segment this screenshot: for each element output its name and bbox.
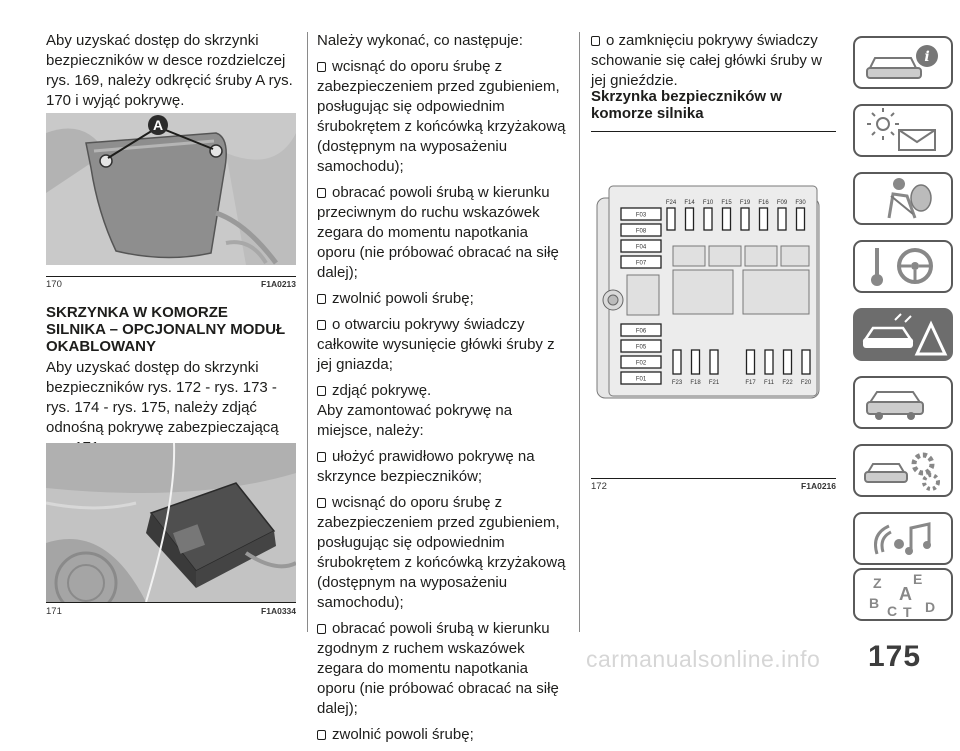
fuse-label-side: F03 — [635, 212, 647, 219]
key-steering-wheel-icon — [855, 242, 951, 291]
tab-technical-data[interactable] — [853, 444, 953, 497]
tab-safety[interactable] — [853, 172, 953, 225]
tab-emergency[interactable] — [853, 308, 953, 361]
fuse-box-drawing — [593, 170, 833, 406]
tab-dashboard-info[interactable] — [853, 36, 953, 89]
column-2 — [317, 31, 567, 751]
fuse-label-top: F24 — [665, 200, 677, 206]
col2-intro: Należy wykonać, co następuje: — [317, 32, 523, 49]
bullet-item: wcisnąć do oporu śrubę z zabezpieczeniem przed zgubieniem, posługując się odpowiednim śrubokrętem z końcówką krzyżakową (dostępnym na wyposażeniu samochodu); — [317, 58, 566, 175]
column-divider-1 — [307, 32, 308, 632]
figure-170 — [46, 113, 296, 265]
bullet-item: obracać powoli śrubą w kierunku przeciwnym do ruchu wskazówek zegara do momentu napotkania oporu (nie próbować obracać na siłę dalej); — [317, 184, 559, 281]
column-divider-2 — [579, 32, 580, 632]
fuse-label-bottom: F21 — [708, 380, 720, 386]
warning-lights-icon — [855, 106, 951, 155]
fuse-label-bottom: F20 — [800, 380, 812, 386]
car-maintenance-icon — [855, 378, 951, 427]
fuse-slot-bottom — [784, 350, 792, 374]
intro-paragraph: Aby uzyskać dostęp do skrzynki bezpieczników w desce rozdzielczej rys. 169, należy odkręcić śruby A rys. 170 i wyjąć pokrywę. — [46, 32, 293, 109]
bullet-item: o zamknięciu pokrywy świadczy schowanie się całej główki śruby w jej gnieździe. — [591, 32, 822, 89]
fuse-label-top: F09 — [776, 200, 788, 206]
figure-170-caption — [46, 279, 296, 291]
tab-maintenance[interactable] — [853, 376, 953, 429]
fuse-label-bottom: F18 — [690, 380, 701, 386]
svg-text:D: D — [925, 599, 936, 615]
figure-171-number: 171 — [46, 606, 62, 617]
figure-171-illustration — [46, 443, 296, 602]
checkbox-bullet-icon — [317, 624, 326, 634]
airbag-seat-icon — [855, 174, 951, 223]
tab-multimedia[interactable] — [853, 512, 953, 565]
fuse-label-side: F08 — [635, 228, 647, 235]
fuse-slot-top — [797, 208, 805, 230]
fuse-label-bottom: F11 — [764, 380, 774, 386]
figure-172-fuse-diagram — [593, 170, 833, 406]
emergency-breakdown-icon — [855, 310, 951, 359]
fuse-label-side: F06 — [635, 328, 647, 335]
figure-171-rule — [46, 602, 296, 603]
figure-172-top-rule — [591, 131, 836, 132]
svg-text:i: i — [924, 49, 930, 65]
fuse-slot-top — [741, 208, 749, 230]
fuse-label-top: F16 — [758, 200, 769, 206]
fuse-label-side: F07 — [635, 260, 647, 267]
svg-text:E: E — [913, 571, 923, 587]
fuse-slot-top — [686, 208, 694, 230]
fuse-slot-bottom — [765, 350, 773, 374]
multimedia-icon — [855, 514, 951, 563]
gears-icon — [855, 446, 951, 495]
fuse-label-top: F15 — [721, 200, 732, 206]
figure-171 — [46, 443, 296, 602]
svg-text:C: C — [887, 603, 898, 619]
watermark: carmanualsonline.info — [586, 646, 821, 672]
fuse-slot-bottom — [710, 350, 718, 374]
figure-172-number: 172 — [591, 481, 607, 492]
checkbox-bullet-icon — [317, 452, 326, 462]
fuse-slot-top — [704, 208, 712, 230]
fuse-label-bottom: F17 — [745, 380, 756, 386]
fuse-slot-bottom — [802, 350, 810, 374]
bullet-item: zdjąć pokrywę. — [317, 381, 567, 401]
checkbox-bullet-icon — [591, 36, 600, 46]
fuse-label-side: F01 — [635, 376, 647, 383]
svg-text:B: B — [869, 595, 880, 611]
tab-lights-messages[interactable] — [853, 104, 953, 157]
paragraph-2: Aby uzyskać dostęp do skrzynki bezpieczników rys. 172 - rys. 173 - rys. 174 - rys. 175, należy zdjąć odnośną pokrywę zabezpieczającą — [46, 359, 279, 436]
svg-text:Z: Z — [873, 575, 882, 591]
page-number: 175 — [868, 640, 922, 673]
col2-mid: Aby zamontować pokrywę na miejsce, należy: — [317, 402, 513, 439]
fuse-label-top: F10 — [702, 200, 714, 206]
fuse-label-side: F05 — [635, 344, 647, 351]
figure-172-caption — [591, 481, 836, 493]
fuse-label-bottom: F23 — [671, 380, 683, 386]
checkbox-bullet-icon — [317, 498, 326, 508]
fuse-label-top: F14 — [684, 200, 695, 206]
figure-172-code: F1A0216 — [801, 481, 836, 491]
bullet-item: zwolnić powoli śrubę; — [317, 289, 567, 309]
fuse-label-bottom: F22 — [782, 380, 793, 386]
tab-index[interactable] — [853, 568, 953, 621]
svg-text:T: T — [903, 604, 912, 619]
checkbox-bullet-icon — [317, 320, 326, 330]
checkbox-bullet-icon — [317, 730, 326, 740]
figure-171-caption — [46, 606, 296, 618]
bullet-item: wcisnąć do oporu śrubę z zabezpieczeniem przed zgubieniem, posługując się odpowiednim śrubokrętem z końcówką krzyżakową (dostępnym na wyposażeniu samochodu); — [317, 494, 566, 611]
fuse-slot-bottom — [673, 350, 681, 374]
car-info-icon — [855, 38, 951, 87]
checkbox-bullet-icon — [317, 188, 326, 198]
figure-172-rule — [591, 478, 836, 479]
bullet-item: obracać powoli śrubą w kierunku zgodnym z ruchem wskazówek zegara do momentu napotkania oporu (nie próbować obracać na siłę dalej); — [317, 620, 559, 717]
figure-170-rule — [46, 276, 296, 277]
bullet-item: o otwarciu pokrywy świadczy całkowite wysunięcie główki śruby z jej gniazda; — [317, 316, 555, 373]
fuse-label-top: F19 — [739, 200, 751, 206]
bullet-item: zwolnić powoli śrubę; — [317, 725, 567, 745]
figure-170-number: 170 — [46, 279, 62, 290]
fuse-slot-top — [667, 208, 675, 230]
section-heading: SKRZYNKA W KOMORZE SILNIKA – OPCJONALNY MODUŁ OKABLOWANY — [46, 304, 286, 355]
tab-starting-driving[interactable] — [853, 240, 953, 293]
checkbox-bullet-icon — [317, 294, 326, 304]
fuse-slot-top — [778, 208, 786, 230]
callout-a-label: A — [152, 117, 164, 133]
checkbox-bullet-icon — [317, 62, 326, 72]
figure-170-code: F1A0213 — [261, 279, 296, 289]
fuse-slot-top — [760, 208, 768, 230]
svg-text:A: A — [899, 584, 912, 604]
figure-171-code: F1A0334 — [261, 606, 296, 616]
bullet-item: ułożyć prawidłowo pokrywę na skrzynce bezpieczników; — [317, 448, 535, 485]
fuse-slot-top — [723, 208, 731, 230]
fuse-label-side: F02 — [635, 360, 647, 367]
fuse-label-side: F04 — [635, 244, 647, 251]
fuse-label-top: F30 — [795, 200, 806, 206]
alphabet-index-icon — [855, 570, 951, 619]
figure-170-illustration — [46, 113, 296, 265]
fuse-slot-bottom — [692, 350, 700, 374]
fuse-slot-bottom — [747, 350, 755, 374]
fuse-box-heading: Skrzynka bezpieczników w komorze silnika — [591, 88, 782, 122]
checkbox-bullet-icon — [317, 386, 326, 396]
